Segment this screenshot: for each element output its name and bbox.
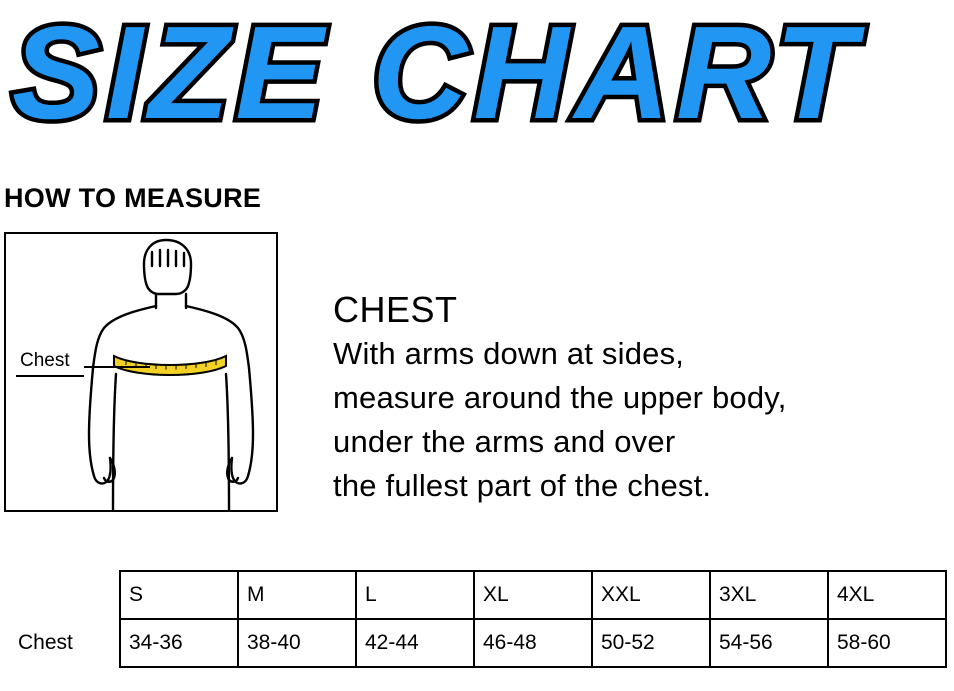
- table-col-header-xl: XL: [474, 571, 592, 619]
- table-row-header-chest: Chest: [18, 631, 73, 654]
- table-cell-chest-l: 42-44: [356, 619, 474, 667]
- size-chart-title-art: [0, 0, 954, 150]
- measure-illustration-box: [4, 232, 278, 512]
- chest-description: [333, 288, 943, 508]
- table-cell-chest-s: 34-36: [120, 619, 238, 667]
- chest-description-line-2: measure around the upper body,: [333, 380, 787, 415]
- page-title-banner: [0, 0, 954, 150]
- table-col-header-l: L: [356, 571, 474, 619]
- table-cell-chest-4xl: 58-60: [828, 619, 946, 667]
- table-col-header-m: M: [238, 571, 356, 619]
- table-cell-chest-xl: 46-48: [474, 619, 592, 667]
- chest-description-heading: CHEST: [333, 289, 458, 330]
- chest-callout-leader-line: [84, 366, 150, 368]
- chest-description-line-1: With arms down at sides,: [333, 336, 685, 371]
- table-col-header-4xl: 4XL: [828, 571, 946, 619]
- page-title-text: SIZE CHART: [12, 0, 862, 146]
- size-chart-table: [2, 570, 947, 668]
- chest-callout-underline: [16, 375, 84, 377]
- table-corner-cell: [2, 571, 120, 619]
- table-col-header-xxl: XXL: [592, 571, 710, 619]
- chest-description-line-4: the fullest part of the chest.: [333, 468, 712, 503]
- table-cell-chest-3xl: 54-56: [710, 619, 828, 667]
- chest-callout-label: Chest: [20, 350, 70, 371]
- table-header-row: [2, 571, 946, 619]
- table-col-header-s: S: [120, 571, 238, 619]
- table-row: [2, 619, 946, 667]
- table-col-header-3xl: 3XL: [710, 571, 828, 619]
- how-to-measure-heading: HOW TO MEASURE: [4, 183, 262, 213]
- table-cell-chest-xxl: 50-52: [592, 619, 710, 667]
- table-cell-chest-m: 38-40: [238, 619, 356, 667]
- torso-measure-illustration: [6, 234, 276, 510]
- chest-description-line-3: under the arms and over: [333, 424, 676, 459]
